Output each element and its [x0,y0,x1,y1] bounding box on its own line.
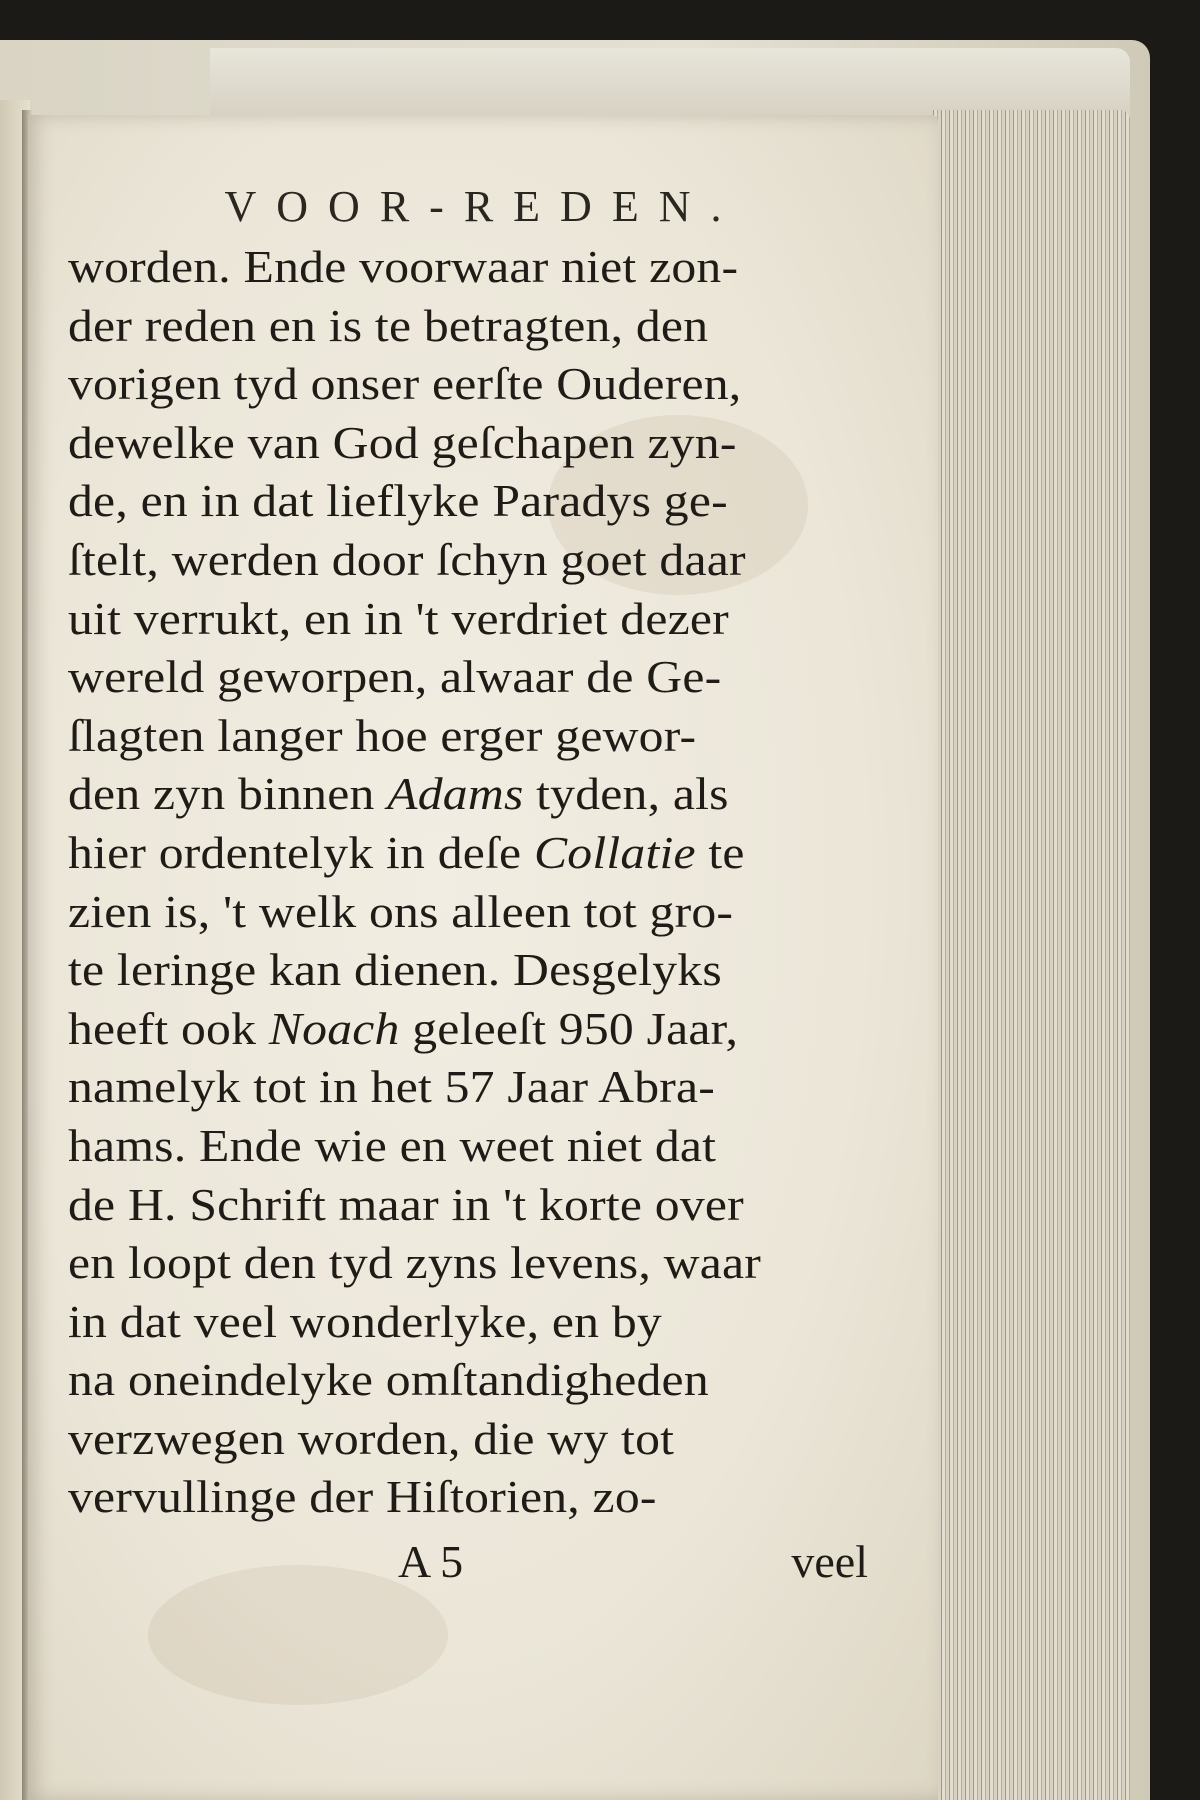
page-edges-stack [930,110,1130,1800]
text-line: heeft ook Noach geleeſt 950 Jaar, [68,1002,739,1054]
catchword: veel [791,1536,868,1587]
text-line: ſlagten langer hoe erger gewor- [68,709,697,761]
text-line: wereld geworpen, alwaar de Ge- [68,651,722,703]
text-line: der reden en is te betragten, den [68,299,709,351]
book-page [28,115,938,1800]
text-line: namelyk tot in het 57 Jaar Abra- [68,1061,716,1113]
text-line: de H. Schrift maar in 't korte over [68,1178,744,1230]
body-text [68,238,888,1527]
text-line: vervullinge der Hiſtorien, zo- [68,1471,657,1523]
text-line: uit verrukt, en in 't verdriet dezer [68,592,729,644]
text-line: hams. Ende wie en weet niet dat [68,1119,717,1171]
text-line: worden. Ende voorwaar niet zon- [68,241,739,292]
binding-top-edge [210,48,1130,118]
text-line: dewelke van God geſchapen zyn- [68,416,737,468]
signature-mark: A 5 [398,1536,464,1587]
text-line: verzwegen worden, die wy tot [68,1412,675,1464]
text-line: den zyn binnen Adams tyden, als [68,768,729,820]
page-footer [68,1535,868,1595]
text-line: in dat veel wonderlyke, en by [68,1295,662,1347]
text-line: en loopt den tyd zyns levens, waar [68,1237,762,1289]
text-line: vorigen tyd onser eerſte Ouderen, [68,358,742,410]
text-line: te leringe kan dienen. Desgelyks [68,944,722,996]
running-head: VOOR-REDEN. [224,182,742,231]
text-line: zien is, 't welk ons alleen tot gro- [68,885,734,937]
text-line: hier ordentelyk in deſe Collatie te [68,826,745,878]
text-line: ſtelt, werden door ſchyn goet daar [68,533,746,585]
text-line: de, en in dat lieflyke Paradys ge- [68,475,728,527]
page-text-block [68,181,888,1527]
text-line: na oneindelyke omſtandigheden [68,1354,709,1406]
